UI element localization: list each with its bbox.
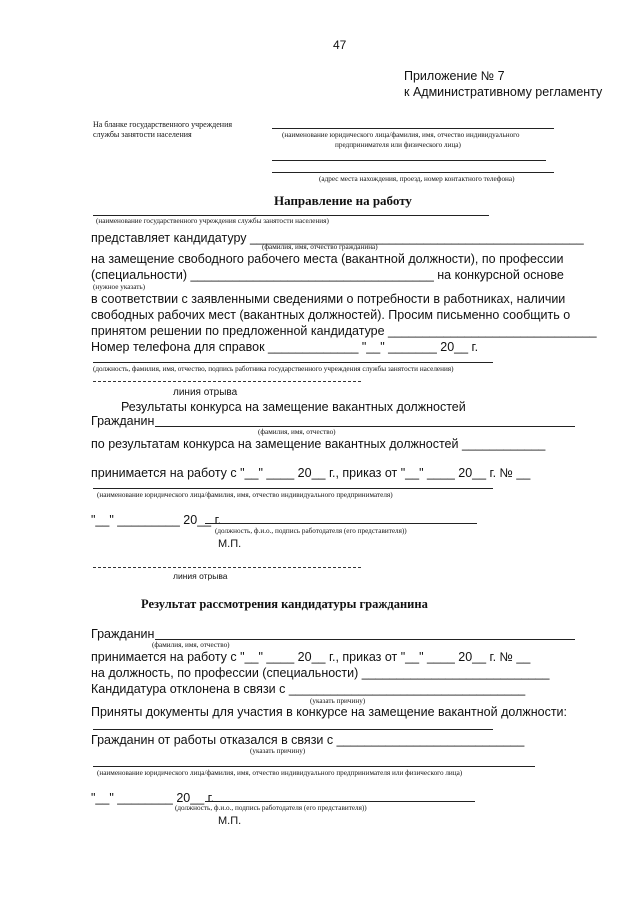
section3-rejected-line: Кандидатура отклонена в связи с __________________________________ xyxy=(91,682,526,696)
section2-citizen: Гражданин xyxy=(91,414,155,428)
tear-dashed-line-1 xyxy=(93,381,361,382)
section2-employer-line xyxy=(93,488,493,489)
page-number: 47 xyxy=(333,38,347,52)
blank-note-line1: На бланке государственного учреждения xyxy=(93,120,233,129)
tear-label-2: линия отрыва xyxy=(173,571,228,581)
section2-stamp: М.П. xyxy=(218,538,242,550)
section3-fio-caption: (фамилия, имя, отчество) xyxy=(152,641,230,649)
agency-caption: (наименование государственного учреждения службы занятости населения) xyxy=(96,217,329,225)
blank-note-line2: службы занятости населения xyxy=(93,130,192,139)
section2-employer-caption: (наименование юридического лица/фамилия, имя, отчество индивидуального предпринимателя) xyxy=(97,491,393,499)
section3-refused-line: Гражданин от работы отказался в связи с ___________________________ xyxy=(91,733,525,747)
employer-line xyxy=(272,128,554,129)
section3-documents-line: Приняты документы для участия в конкурсе на замещение вакантной должности: xyxy=(91,705,567,719)
employer-line-2 xyxy=(272,160,546,161)
address-caption: (адрес места нахождения, проезд, номер контактного телефона) xyxy=(319,175,515,183)
section1-title: Направление на работу xyxy=(274,193,412,208)
section2-signature-line xyxy=(205,523,477,524)
tear-label-1: линия отрыва xyxy=(173,387,238,398)
appendix-title: Приложение № 7 xyxy=(404,69,505,83)
employer-caption-line1: (наименование юридического лица/фамилия, имя, отчество индивидуального xyxy=(282,131,520,139)
section2-signature-caption: (должность, ф.и.о., подпись работодателя (его представителя)) xyxy=(215,527,407,535)
section3-employer-line xyxy=(93,766,535,767)
needed-caption: (нужное указать) xyxy=(93,283,146,291)
section2-accepted-line: принимается на работу с "__" ____ 20__ г., приказ от "__" ____ 20__ г. № __ xyxy=(91,466,531,480)
section2-date-line: "__" _________ 20__ г. xyxy=(91,513,222,527)
appendix-subtitle: к Административному регламенту xyxy=(404,85,603,99)
employer-caption-line2: предпринимателя или физического лица) xyxy=(335,141,461,149)
section3-citizen-line xyxy=(155,639,575,640)
address-line xyxy=(272,172,554,173)
section3-title: Результат рассмотрения кандидатуры гражданина xyxy=(141,597,428,611)
section2-title: Результаты конкурса на замещение вакантных должностей xyxy=(121,400,466,414)
section2-results-line: по результатам конкурса на замещение вакантных должностей ____________ xyxy=(91,437,546,451)
vacancy-line: на замещение свободного рабочего места (вакантной должности), по профессии xyxy=(91,252,564,266)
section3-documents-fill-line xyxy=(93,729,493,730)
section3-date-line: "__" ________ 20__ г. xyxy=(91,791,215,805)
para-line3: принятом решении по предложенной кандидатуре ______________________________ xyxy=(91,324,597,338)
para-line1: в соответствии с заявленными сведениями о потребности в работниках, наличии xyxy=(91,292,566,306)
section3-reason-caption: (указать причину) xyxy=(310,697,366,705)
section3-signature-caption: (должность, ф.и.о., подпись работодателя (его представителя)) xyxy=(175,804,367,812)
section3-signature-line xyxy=(205,801,475,802)
section2-fio-caption: (фамилия, имя, отчество) xyxy=(258,428,336,436)
specialty-line: (специальности) ___________________________________ на конкурсной основе xyxy=(91,268,564,282)
section3-citizen: Гражданин xyxy=(91,627,155,641)
tear-dashed-line-2 xyxy=(93,567,361,568)
agency-line xyxy=(93,215,489,216)
para-line2: свободных рабочих мест (вакантных должностей). Просим письменно сообщить о xyxy=(91,308,571,322)
section3-position-line: на должность, по профессии (специальности) ___________________________ xyxy=(91,666,550,680)
signer-line xyxy=(93,362,493,363)
fio-caption: (фамилия, имя, отчество гражданина) xyxy=(262,243,378,251)
section3-reason-caption-2: (указать причину) xyxy=(250,747,306,755)
section2-citizen-line xyxy=(155,426,575,427)
section3-accepted-line: принимается на работу с "__" ____ 20__ г., приказ от "__" ____ 20__ г. № __ xyxy=(91,650,531,664)
section3-stamp: М.П. xyxy=(218,815,242,827)
presents-line: представляет кандидатуру ________________________________________________ xyxy=(91,231,584,245)
signer-caption: (должность, фамилия, имя, отчество, подпись работника государственного учреждения службы занятости населения) xyxy=(93,365,454,373)
section3-employer-caption: (наименование юридического лица/фамилия, имя, отчество индивидуального предпринимателя или физического лица) xyxy=(97,769,463,777)
phone-line: Номер телефона для справок _____________ "__" _______ 20__ г. xyxy=(91,340,479,354)
